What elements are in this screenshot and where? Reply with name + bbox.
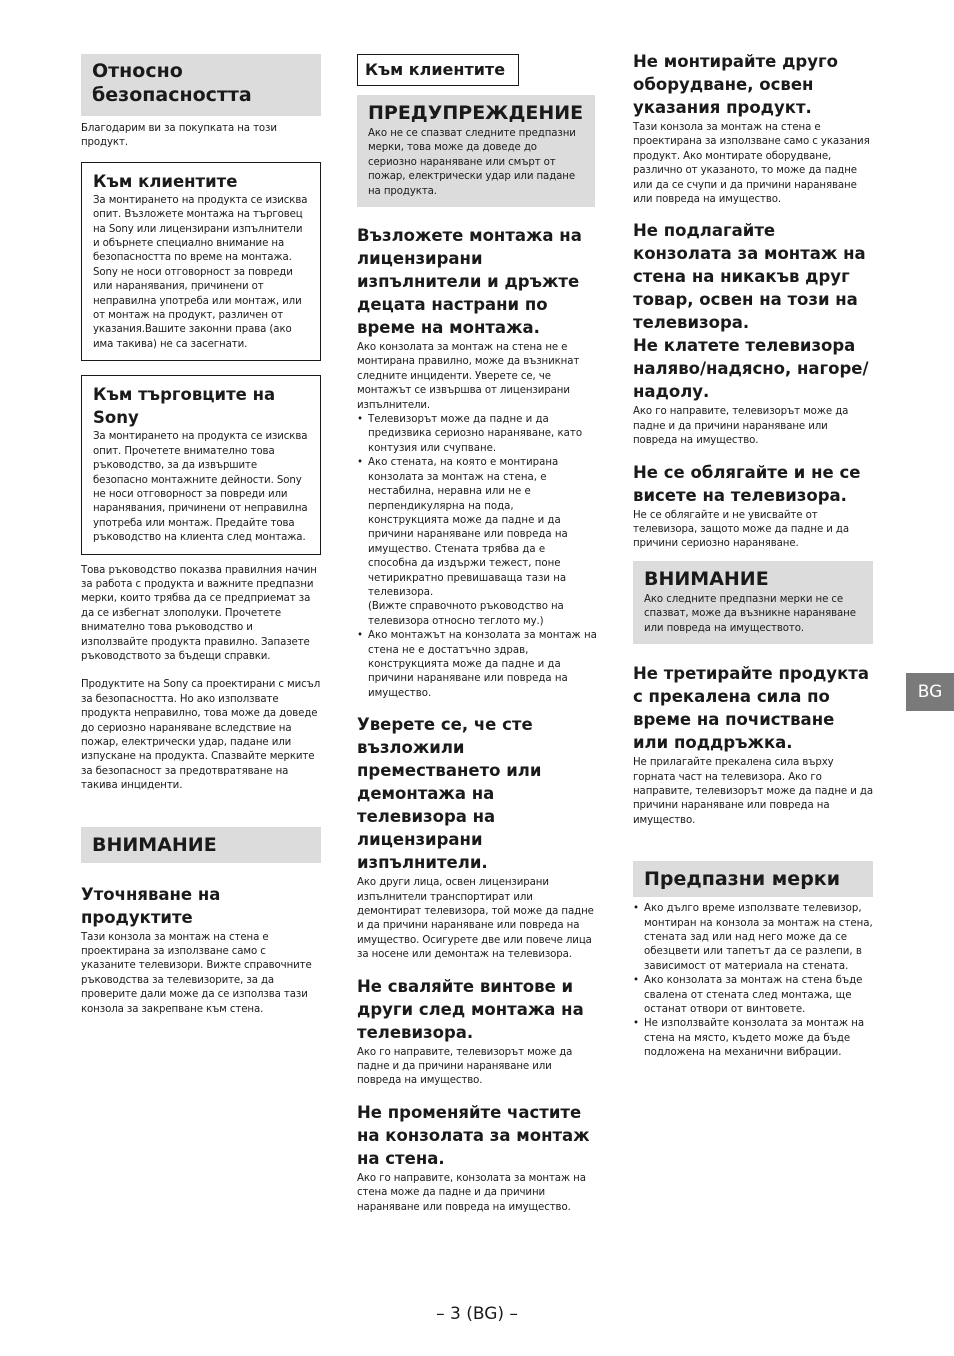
list-item: • Телевизорът може да падне и да предизвика сериозно нараняване, като контузия или счупване. (357, 413, 597, 456)
product-spec-heading: Уточняване на продуктите (81, 884, 221, 927)
screws-text: Ако го направите, телевизорът може да падне и да причини нараняване или повреда на имущество. (357, 1046, 573, 1087)
customers-box-text: За монтирането на продукта се изисква опит. Възложете монтажа на търговец на Sony или лицензирани изпълнители и обърнете специално внимание на безопасността по време на монтажа. Sony не носи отговорност за повреди или наранявания, причинени от неправилна употреба или монтаж, или от монтаж на продукт, различен от указания.Вашите законни права (ако има такива) не са засегнати. (93, 194, 308, 350)
product-spec-text: Тази конзола за монтаж на стена е проектирана за използване само с указаните телевизори. Вижте справочните ръководства за телевизорите, за да проверите дали може да се използва тази конзола за закрепване към стена. (81, 931, 312, 1015)
precautions-list (633, 902, 873, 1060)
caution-title: ВНИМАНИЕ (81, 827, 321, 863)
safety-intro: Благодарим ви за покупката на този продукт. (81, 123, 277, 149)
customers-box-title: Към клиентите (93, 171, 238, 191)
list-item: • Ако конзолата за монтаж на стена бъде свалена от стената след монтажа, ще останат отвори от винтовете. (633, 974, 873, 1017)
list-item: • Не използвайте конзолата за монтаж на стена на място, където може да бъде подложена на механични вибрации. (633, 1017, 873, 1060)
list-item: • Ако дълго време използвате телевизор, монтиран на конзола за монтаж на стена, стената зад или над него може да се обезцвети или тапетът да се разлепи, в зависимост от материала на стената. (633, 902, 873, 974)
other-equipment-text: Тази конзола за монтаж на стена е проектирана за използване само с указания продукт. Ако монтирате оборудване, различно от указаното, то може да падне или да се счупи и да причини нараняване или повреда на имущество. (633, 122, 870, 206)
dealers-box-text: За монтирането на продукта се изисква опит. Прочетете внимателно това ръководство, за да извършите безопасно монтажните дейности. Sony не носи отговорност за повреди или наранявания, причинени от неправилна употреба или монтаж. Предайте това ръководство на клиента след монтажа. (93, 431, 308, 544)
caution-box-text: Ако следните предпазни мерки не се спазват, може да възникне нараняване или повреда на имуществото. (644, 593, 856, 634)
no-shake-heading: Не клатете телевизора наляво/надясно, нагоре/надолу. (633, 336, 869, 402)
excessive-force-text: Не прилагайте прекалена сила върху горната част на телевизора. Ако го направите, телевизорът може да падне и да причини нараняване или повреда на имущество. (633, 757, 873, 826)
warning-title: ПРЕДУПРЕЖДЕНИЕ (368, 102, 584, 124)
warning-text: Ако не се спазват следните предпазни мерки, това може да доведе до сериозно нараняване или смърт от пожар, електрически удар или падане на продукта. (368, 128, 576, 197)
no-lean-heading: Не се облягайте и не се висете на телевизора. (633, 462, 861, 505)
no-lean-text: Не се облягайте и не увисвайте от телевизора, защото може да падне и да причини сериозно нараняване. (633, 509, 850, 550)
installation-risks-list (357, 413, 597, 600)
list-item: • Ако монтажът на конзолата за монтаж на стена не е достатъчно здрав, конструкцията може да падне и да причини нараняване или повреда на имущество. (357, 629, 597, 701)
dealers-box-title: Към търговците на Sony (93, 385, 276, 428)
intro-paragraph: Това ръководство показва правилния начин за работа с продукта и важните предпазни мерки, които трябва да се предприемат за да се избегнат злополуки. Прочетете внимателно това ръководство и използвайте продукта правилно. Запазете ръководството за бъдещи справки. (81, 564, 317, 662)
list-item: • Ако стената, на която е монтирана конзолата за монтаж на стена, е нестабилна, неравна или не е перпендикулярна на пода, конструкцията може да падне и да причини нараняване или повреда на имущество. Стената трябва да е способна да издържи тежест, поне четирикратно превишаваща тази на телевизора. (357, 456, 597, 600)
no-shake-text: Ако го направите, телевизорът може да падне и да причини нараняване или повреда на имущество. (633, 406, 849, 447)
column-1 (81, 54, 321, 1017)
installation-risks-list-cont (357, 629, 597, 701)
move-tv-heading: Уверете се, че сте възложили преместването или демонтажа на телевизора на лицензирани изпълнители. (357, 715, 542, 873)
language-tab: BG (906, 673, 954, 711)
customers-box (81, 162, 321, 361)
column-3 (633, 50, 873, 1061)
no-load-heading: Не подлагайте конзолата за монтаж на стена на никакъв друг товар, освен на този на телевизора. (633, 221, 866, 333)
customers-tag: Към клиентите (357, 54, 519, 86)
dealers-box (81, 375, 321, 554)
weight-note: (Вижте справочното ръководство на телевизора относно теглото му.) (368, 601, 564, 627)
licensed-installers-heading: Възложете монтажа на лицензирани изпълнители и дръжте децата настрани по време на монтажа. (357, 226, 582, 338)
caution-box-title: ВНИМАНИЕ (644, 567, 769, 590)
sony-safety-paragraph: Продуктите на Sony са проектирани с мисъл за безопасността. Но ако използвате продукта неправилно, това може да доведе до сериозно нараняване вследствие на пожар, електрически удар, падане или изпускане на продукта. Спазвайте мерките за безопасност за предотвратяване на такива инциденти. (81, 679, 321, 792)
screws-heading: Не сваляйте винтове и други след монтажа на телевизора. (357, 976, 584, 1042)
licensed-installers-text: Ако конзолата за монтаж на стена не е монтирана правилно, може да възникнат следните инциденти. Уверете се, че монтажът се извършва от лицензирани изпълнители. (357, 342, 580, 411)
warning-box (357, 95, 595, 207)
page-number: – 3 (BG) – (436, 1304, 518, 1324)
modify-parts-heading: Не променяйте частите на конзолата за монтаж на стена. (357, 1102, 590, 1168)
move-tv-text: Ако други лица, освен лицензирани изпълнители транспортират или демонтират телевизора, той може да падне и да причини нараняване или повреда на имущество. Осигурете две или повече лица за носене или демонтаж на телевизора. (357, 877, 594, 961)
excessive-force-heading: Не третирайте продукта с прекалена сила по време на почистване или поддръжка. (633, 664, 869, 753)
modify-parts-text: Ако го направите, конзолата за монтаж на стена може да падне и да причини нараняване или повреда на имущество. (357, 1172, 586, 1213)
precautions-title: Предпазни мерки (633, 861, 873, 897)
caution-box (633, 561, 873, 644)
column-2 (357, 54, 597, 1215)
safety-title: Относно безопасността (81, 54, 321, 116)
other-equipment-heading: Не монтирайте друго оборудване, освен указания продукт. (633, 52, 838, 117)
